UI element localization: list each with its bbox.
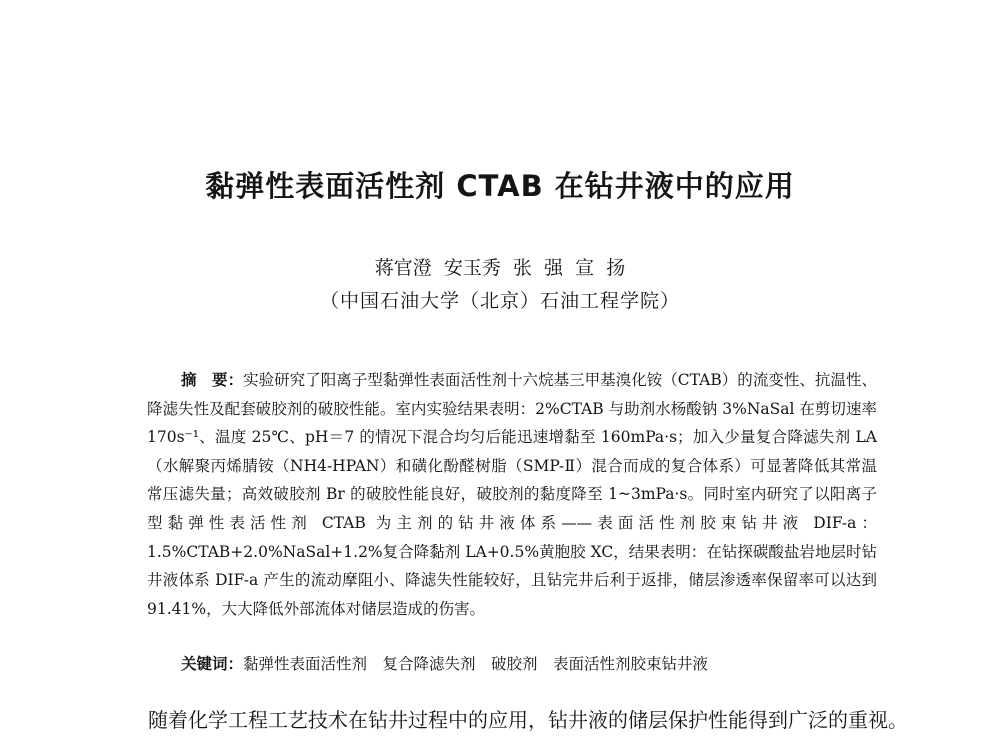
keywords-line [181, 654, 881, 674]
keywords-label: 关键词： [181, 655, 244, 673]
author-list: 蒋官澄 安玉秀 张 强 宣 扬 [374, 257, 626, 279]
author-affiliation: （中国石油大学（北京）石油工程学院） [319, 290, 680, 312]
paper-title: 黏弹性表面活性剂 CTAB 在钻井液中的应用 [205, 169, 795, 203]
abstract-text: 实验研究了阳离子型黏弹性表面活性剂十六烷基三甲基溴化铵（CTAB）的流变性、抗温性、降滤失性及配套破胶剂的破胶性能。室内实验结果表明：2%CTAB 与助剂水杨酸钠 3%NaSal 在剪切速率 170s⁻¹、温度 25℃、pH＝7 的情况下混合均匀后能迅速增黏至 160mPa·s；加入少量复合降滤失剂 LA（水解聚丙烯腈铵（NH4-HPAN）和磺化酚醛树脂（SMP-Ⅱ）混合而成的复合体系）可显著降低其常温常压滤失量；高效破胶剂 Br 的破胶性能良好，破胶剂的黏度降至 1~3mPa·s。同时室内研究了以阳离子型黏弹性表活性剂 CTAB 为主剂的钻井液体系——表面活性剂胶束钻井液 DIF-a：1.5%CTAB+2.0%NaSal+1.2%复合降黏剂 LA+0.5%黄胞胶 XC，结果表明：在钻探碳酸盐岩地层时钻井液体系 DIF-a 产生的流动摩阻小、降滤失性能较好，且钻完井后利于返排，储层渗透率保留率可以达到 91.41%，大大降低外部流体对储层造成的伤害。 [147, 371, 877, 618]
body-paragraph-first-line: 随着化学工程工艺技术在钻井过程中的应用，钻井液的储层保护性能得到广泛的重视。 [148, 708, 908, 732]
abstract-label: 摘 要： [181, 371, 244, 389]
keywords-text: 黏弹性表面活性剂 复合降滤失剂 破胶剂 表面活性剂胶束钻井液 [243, 655, 709, 673]
abstract-paragraph [147, 366, 877, 623]
